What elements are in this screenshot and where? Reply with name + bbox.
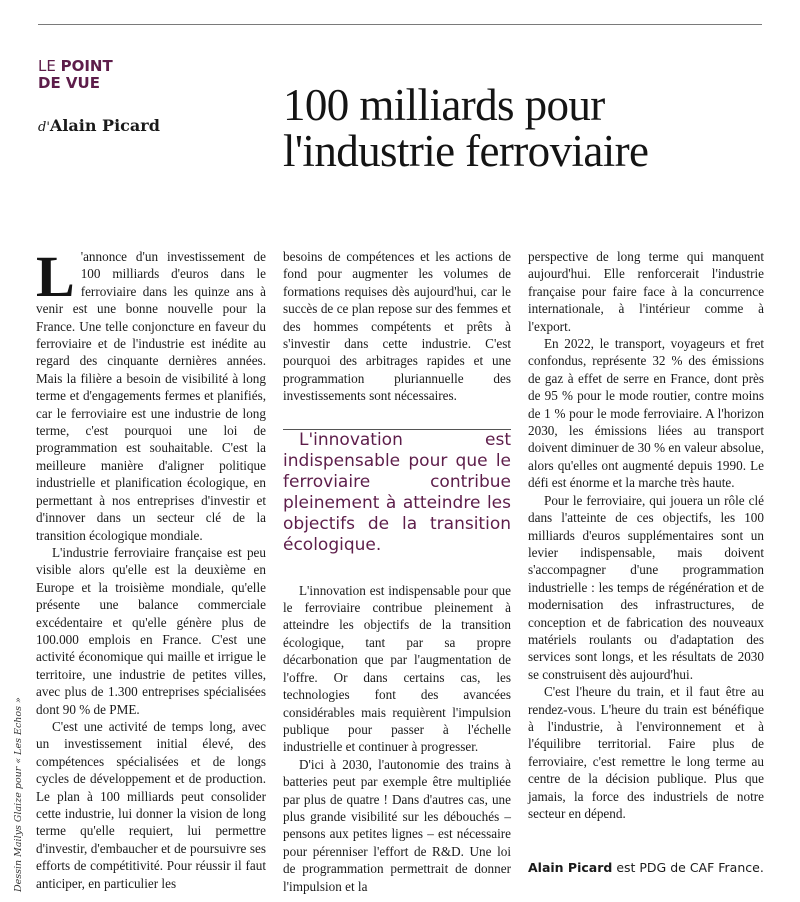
headline-line-2: l'industrie ferroviaire	[283, 126, 649, 177]
drop-cap: L	[36, 244, 75, 309]
paragraph: perspective de long terme qui manquent aujourd'hui. Elle renforcerait l'industrie française pour faire face à la concurrence internationale, à l'intérieur comme à l'export.	[528, 249, 764, 334]
kicker-prefix: LE	[38, 57, 61, 75]
paragraph: L'industrie ferroviaire française est peu visible alors qu'elle est la deuxième en Europe et la troisième mondiale, qu'elle présente une balance commerciale excédentaire et qu'elle génère plus de 100.000 emplois en France. C'est une activité économique qui maille et irrigue le territoire, une industrie de petites villes, avec plus de 1.300 entreprises spécialisées dont 90 % de PME.	[36, 544, 266, 717]
column-1	[36, 244, 266, 892]
paragraph: En 2022, le transport, voyageurs et fret confondus, représente 32 % des émissions de gaz à effet de serre en France, dont près de 95 % pour le mode routier, contre moins de 1 % pour le mode ferroviaire. A l'horizon 2030, les émissions liées au transport doivent diminuer de 30 % en valeur absolue, alors qu'elles ont augmenté depuis 1990. Le défi est énorme et la marche très haute.	[528, 336, 764, 491]
paragraph: C'est l'heure du train, et il faut être au rendez-vous. L'heure du train est bénéfique à l'industrie, à l'environnement et à l'équilibre territorial. Faire plus de ferroviaire, c'est remettre le long terme au centre de la décision publique. Plus que jamais, la force des industriels de notre secteur en dépend.	[528, 684, 764, 821]
paragraph	[36, 244, 266, 544]
headline	[283, 80, 773, 177]
section-kicker	[38, 58, 113, 92]
top-rule	[38, 24, 762, 25]
signature-role: est PDG de CAF France.	[612, 860, 764, 875]
author-byline	[38, 116, 160, 135]
paragraph-text: 'annonce d'un investissement de 100 milliards d'euros dans le ferroviaire dans les quinze ans à venir est une bonne nouvelle pour la France. Une telle conjoncture en faveur du ferroviaire et de l'industrie est inédite au regard des cinquante dernières années. Mais la filière a besoin de visibilité à long terme et d'engagements fermes et planifiés, car le ferroviaire est une industrie de long terme, c'est pourquoi une loi de programmation est souhaitable. C'est la meilleure manière d'aligner politique industrielle et planification écologique, en permettant à nos entreprises d'investir et d'innover dans un secteur clé de la transition écologique mondiale.	[36, 249, 266, 543]
column-3	[528, 248, 764, 822]
signature-name: Alain Picard	[528, 860, 613, 875]
illustration-credit: Dessin Mailys Glaize pour « Les Echos »	[13, 697, 24, 892]
paragraph: L'innovation est indispensable pour que le ferroviaire contribue pleinement à atteindre les objectifs de la transition écologique, tant par sa propre décarbonation que par l'augmentation de l'offre. Or dans certains cas, les technologies font des avancées considérables mais requièrent l'impulsion publique pour passer à l'échelle industrielle et continuer à progresser.	[283, 582, 511, 755]
paragraph: besoins de compétences et les actions de fond pour augmenter les volumes de formations requises dès aujourd'hui, car le succès de ce plan repose sur des femmes et des hommes compétents et prêts à s'investir dans cette industrie. C'est pourquoi des arbitrages rapides et une programmation pluriannuelle des investissements sont nécessaires.	[283, 249, 511, 404]
author-name: Alain Picard	[49, 116, 160, 135]
pull-quote: L'innovation est indispensable pour que le ferroviaire contribue pleinement à atteindre les objectifs de la transition écologique.	[283, 429, 511, 555]
kicker-line2: DE VUE	[38, 74, 100, 92]
author-prefix: d'	[38, 120, 50, 135]
paragraph: C'est une activité de temps long, avec un investissement initial élevé, des compétences spécialisées et de longs cycles de développement et de production. Le plan à 100 milliards peut consolider cette industrie, lui donner la vision de long terme qu'elle requiert, lui permettre d'investir, d'embaucher et de poursuivre ses efforts de compétitivité. Pour réussir il faut anticiper, en particulier les	[36, 718, 266, 891]
headline-line-1: 100 milliards pour	[283, 80, 605, 131]
author-signature	[528, 860, 768, 875]
paragraph: Pour le ferroviaire, qui jouera un rôle clé dans l'atteinte de ces objectifs, les 100 milliards d'euros supplémentaires sont un levier indispensable, mais doivent s'accompagner d'une programmation industrielle : les temps de régénération et de modernisation des infrastructures, de conception et de fabrication des nouveaux matériels roulants ou d'adaptation des services sont longs, et les résultats de 2030 se construisent dès aujourd'hui.	[528, 492, 764, 682]
kicker-bold: POINT	[60, 57, 113, 75]
column-2	[283, 248, 511, 895]
paragraph: D'ici à 2030, l'autonomie des trains à batteries peut par exemple être multipliée par plus de quatre ! Dans d'autres cas, une plus grande visibilité sur les débouchés – pensons aux petites lignes – est nécessaire pour pérenniser l'effort de R&D. Une loi de programmation permettrait de donner l'impulsion et la	[283, 756, 511, 894]
